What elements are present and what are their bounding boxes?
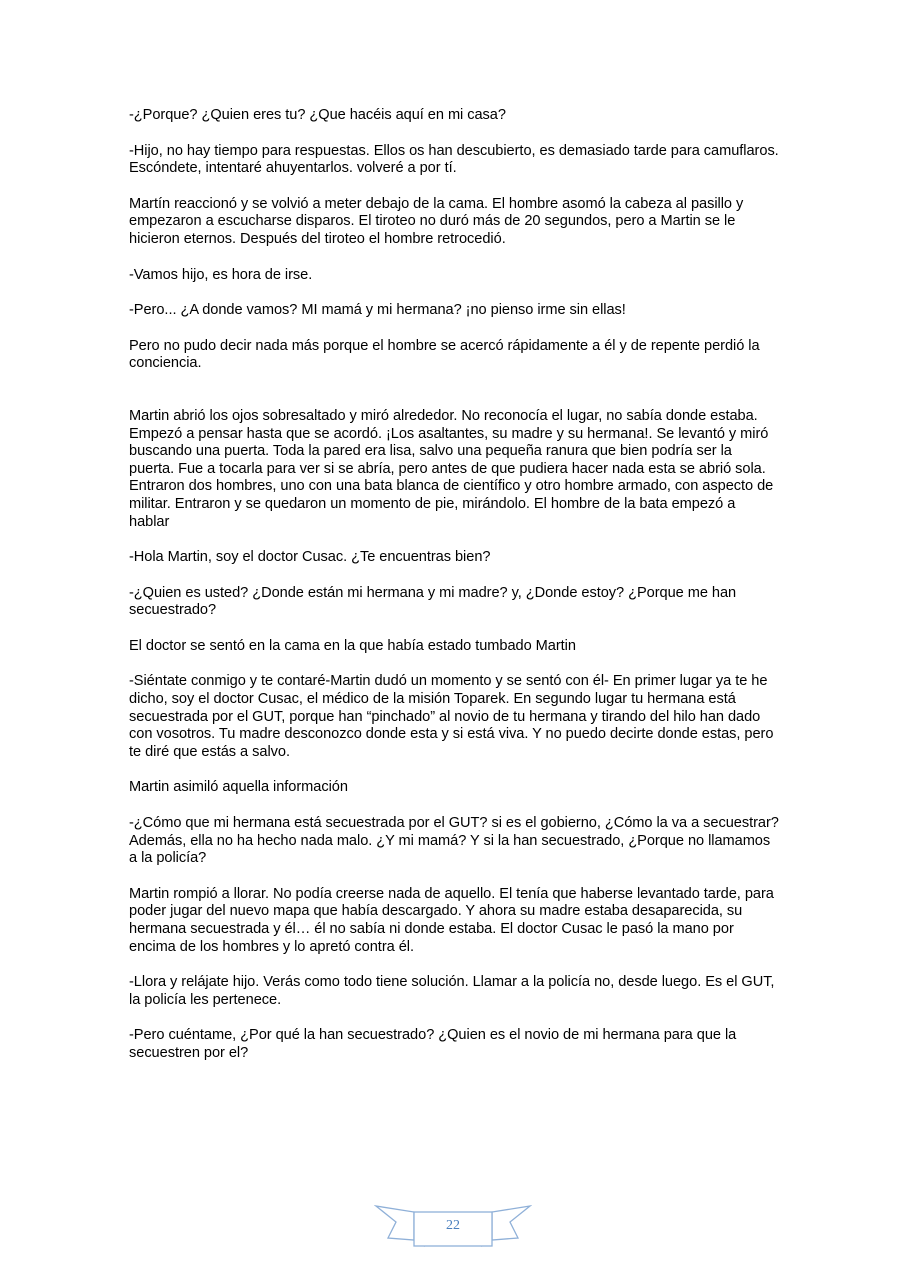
paragraph: -¿Quien es usted? ¿Donde están mi hermana y mi madre? y, ¿Donde estoy? ¿Porque me han secuestrado? (129, 584, 737, 619)
paragraph: -Llora y relájate hijo. Verás como todo tiene solución. Llamar a la policía no, desde luego. Es el GUT, la policía les pertenece. (129, 974, 775, 1008)
page-number-footer (374, 1200, 532, 1252)
paragraph: El doctor se sentó en la cama en la que había estado tumbado Martin (129, 637, 576, 654)
paragraph: -Hola Martin, soy el doctor Cusac. ¿Te encuentras bien? (129, 549, 491, 566)
paragraph: -Hijo, no hay tiempo para respuestas. Ellos os han descubierto, es demasiado tarde para camuflaros. Escóndete, intentaré ahuyentarlos. volveré a por tí. (129, 142, 779, 177)
body-text (129, 107, 779, 1081)
paragraph: Martín reaccionó y se volvió a meter debajo de la cama. El hombre asomó la cabeza al pasillo y empezaron a escucharse disparos. El tiroteo no duró más de 20 segundos, pero a Martin se le hicieron eternos. Después del tiroteo el hombre retrocedió. (129, 195, 744, 247)
paragraph: Martin abrió los ojos sobresaltado y miró alrededor. No reconocía el lugar, no sabía donde estaba. Empezó a pensar hasta que se acordó. ¡Los asaltantes, su madre y su hermana!. Se levantó y miró buscando una puerta. Toda la pared era lisa, salvo una pequeña ranura que bien podría ser la puerta. Fue a tocarla para ver si se abría, pero antes de que pudiera hacer nada esta se abrió sola. Entraron dos hombres, uno con una bata blanca de científico y otro hombre armado, con aspecto de militar. Entraron y se quedaron un momento de pie, mirándolo. El hombre de la bata empezó a hablar (129, 407, 774, 530)
paragraph: -Pero... ¿A donde vamos? MI mamá y mi hermana? ¡no pienso irme sin ellas! (129, 302, 626, 319)
paragraph: -¿Porque? ¿Quien eres tu? ¿Que hacéis aquí en mi casa? (129, 107, 506, 123)
paragraph: -¿Cómo que mi hermana está secuestrada por el GUT? si es el gobierno, ¿Cómo la va a secuestrar? Además, ella no ha hecho nada malo. ¿Y mi mamá? Y si la han secuestrado, ¿Porque no llamamos a la policía? (129, 815, 779, 867)
paragraph: Martin asimiló aquella información (129, 779, 348, 796)
paragraph: -Pero cuéntame, ¿Por qué la han secuestrado? ¿Quien es el novio de mi hermana para que la secuestren por el? (129, 1027, 737, 1061)
page-number: 22 (446, 1218, 460, 1233)
paragraph: -Vamos hijo, es hora de irse. (129, 266, 313, 283)
ribbon-left-tail (376, 1206, 414, 1240)
paragraph: Pero no pudo decir nada más porque el hombre se acercó rápidamente a él y de repente perdió la conciencia. (129, 337, 760, 372)
ribbon-right-tail (492, 1206, 530, 1240)
paragraph: Martin rompió a llorar. No podía creerse nada de aquello. El tenía que haberse levantado tarde, para poder jugar del nuevo mapa que había descargado. Y ahora su madre estaba desaparecida, su hermana secuestrada y él… él no sabía ni donde estaba. El doctor Cusac le pasó la mano por encima de los hombres y lo apretó contra él. (129, 885, 774, 955)
paragraph: -Siéntate conmigo y te contaré-Martin dudó un momento y se sentó con él- En primer lugar ya te he dicho, soy el doctor Cusac, el médico de la misión Toparek. En segundo lugar tu hermana está secuestrada por el GUT, porque han “pinchado” al novio de tu hermana y tirando del hilo han dado con vosotros. Tu madre desconozco donde esta y si está viva. Y no puedo decirte donde estas, pero te diré que estás a salvo. (129, 673, 774, 760)
